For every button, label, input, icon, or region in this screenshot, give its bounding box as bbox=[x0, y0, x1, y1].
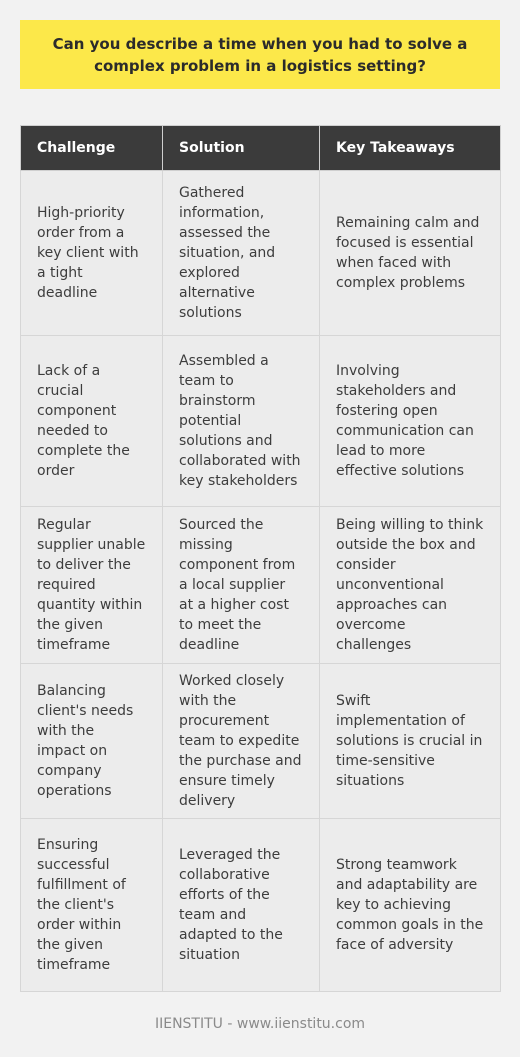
header-key-takeaways: Key Takeaways bbox=[320, 126, 501, 171]
cell-takeaway: Being willing to think outside the box and consider unconventional approaches can overcome challenges bbox=[320, 507, 501, 664]
challenges-table bbox=[20, 125, 501, 992]
table-row bbox=[21, 336, 501, 507]
table-row bbox=[21, 819, 501, 992]
cell-challenge: Lack of a crucial component needed to complete the order bbox=[21, 336, 163, 507]
cell-challenge: Regular supplier unable to deliver the required quantity within the given timeframe bbox=[21, 507, 163, 664]
cell-takeaway: Strong teamwork and adaptability are key to achieving common goals in the face of adversity bbox=[320, 819, 501, 992]
cell-challenge: Balancing client's needs with the impact on company operations bbox=[21, 664, 163, 819]
cell-solution: Gathered information, assessed the situation, and explored alternative solutions bbox=[163, 171, 320, 336]
cell-challenge: Ensuring successful fulfillment of the client's order within the given timeframe bbox=[21, 819, 163, 992]
question-banner bbox=[20, 20, 500, 89]
table-row bbox=[21, 664, 501, 819]
footer-credit: IIENSTITU - www.iienstitu.com bbox=[154, 1016, 366, 1032]
table-row bbox=[21, 507, 501, 664]
table-header-row bbox=[21, 126, 501, 171]
cell-solution: Assembled a team to brainstorm potential solutions and collaborated with key stakeholders bbox=[163, 336, 320, 507]
cell-solution: Sourced the missing component from a local supplier at a higher cost to meet the deadline bbox=[163, 507, 320, 664]
cell-takeaway: Remaining calm and focused is essential when faced with complex problems bbox=[320, 171, 501, 336]
cell-takeaway: Involving stakeholders and fostering open communication can lead to more effective solutions bbox=[320, 336, 501, 507]
header-challenge: Challenge bbox=[21, 126, 163, 171]
header-solution: Solution bbox=[163, 126, 320, 171]
cell-challenge: High-priority order from a key client with a tight deadline bbox=[21, 171, 163, 336]
table-row bbox=[21, 171, 501, 336]
page-title: Can you describe a time when you had to solve a complex problem in a logistics setting? bbox=[52, 34, 468, 75]
cell-solution: Leveraged the collaborative efforts of the team and adapted to the situation bbox=[163, 819, 320, 992]
cell-takeaway: Swift implementation of solutions is crucial in time-sensitive situations bbox=[320, 664, 501, 819]
cell-solution: Worked closely with the procurement team to expedite the purchase and ensure timely delivery bbox=[163, 664, 320, 819]
